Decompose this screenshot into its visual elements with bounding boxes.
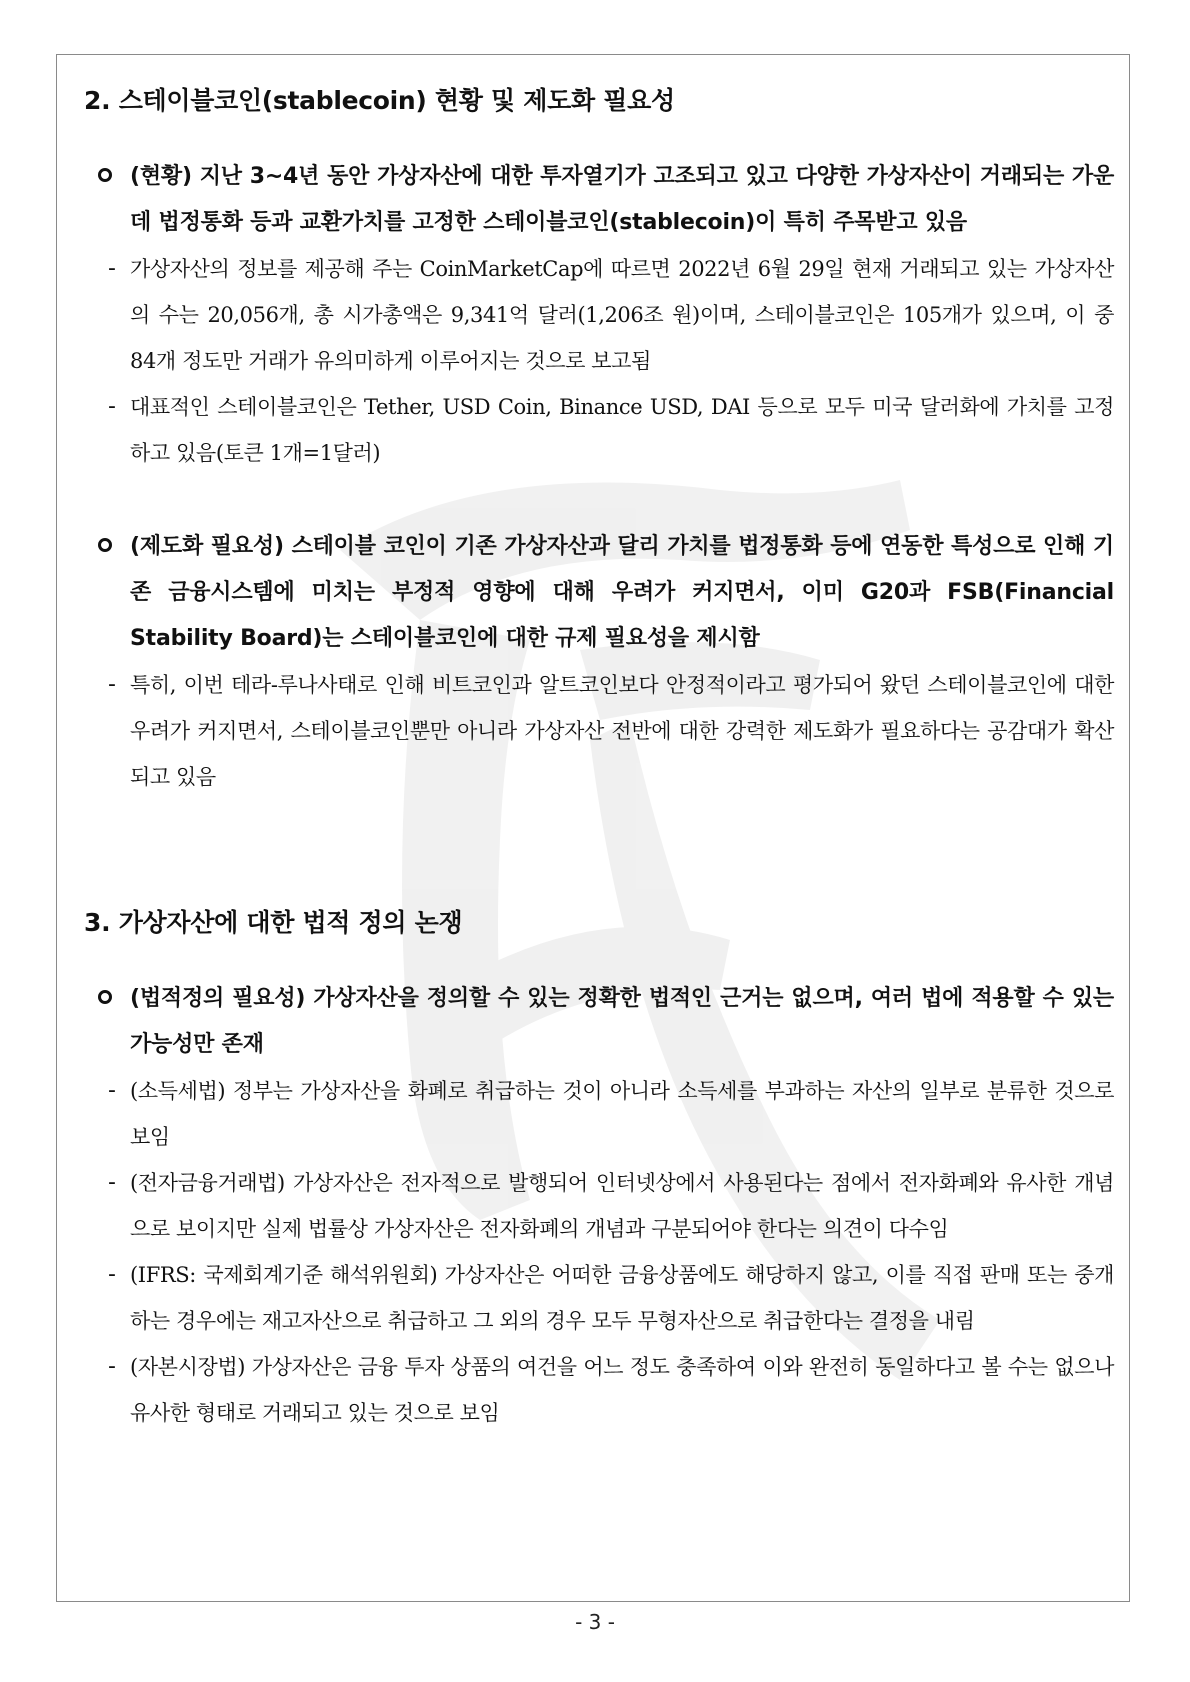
- dash-bullet: -: [108, 394, 116, 419]
- dash-bullet: -: [108, 672, 116, 697]
- dash-bullet: -: [108, 1170, 116, 1195]
- section-2-item-status: [84, 154, 1114, 246]
- item-heading: (제도화 필요성) 스테이블 코인이 기존 가상자산과 달리 가치를 법정통화 등에 연동한 특성으로 인해 기존 금융시스템에 미치는 부정적 영향에 대해 우려가 커지면서, 이미 G20과 FSB(Financial Stability Board)는 스테이블코인에 대한 규제 필요성을 제시함: [130, 534, 1114, 651]
- section-3-title: 3. 가상자산에 대한 법적 정의 논쟁: [84, 908, 463, 937]
- list-item: [84, 1160, 1114, 1252]
- dash-bullet: -: [108, 256, 116, 281]
- page-number: - 3 -: [575, 1610, 615, 1634]
- list-item-text: 가상자산의 정보를 제공해 주는 CoinMarketCap에 따르면 2022년 6월 29일 현재 거래되고 있는 가상자산의 수는 20,056개, 총 시가총액은 9,341억 달러(1,206조 원)이며, 스테이블코인은 105개가 있으며, 이 중 84개 정도만 거래가 유의미하게 이루어지는 것으로 보고됨: [130, 257, 1114, 373]
- circle-bullet-icon: [98, 990, 112, 1004]
- list-item-text: (소득세법) 정부는 가상자산을 화폐로 취급하는 것이 아니라 소득세를 부과하는 자산의 일부로 분류한 것으로 보임: [130, 1079, 1114, 1149]
- list-item: [84, 1252, 1114, 1344]
- item-heading: (법적정의 필요성) 가상자산을 정의할 수 있는 정확한 법적인 근거는 없으며, 여러 법에 적용할 수 있는 가능성만 존재: [130, 986, 1114, 1057]
- circle-bullet-icon: [98, 538, 112, 552]
- list-item: [84, 246, 1114, 384]
- section-3-item-legal-definition: [84, 976, 1114, 1068]
- list-item-text: (자본시장법) 가상자산은 금융 투자 상품의 여건을 어느 정도 충족하여 이와 완전히 동일하다고 볼 수는 없으나 유사한 형태로 거래되고 있는 것으로 보임: [130, 1355, 1114, 1425]
- circle-bullet-icon: [98, 168, 112, 182]
- dash-bullet: -: [108, 1078, 116, 1103]
- dash-bullet: -: [108, 1354, 116, 1379]
- list-item-text: (IFRS: 국제회계기준 해석위원회) 가상자산은 어떠한 금융상품에도 해당하지 않고, 이를 직접 판매 또는 중개하는 경우에는 재고자산으로 취급하고 그 외의 경우 모두 무형자산으로 취급한다는 결정을 내림: [130, 1263, 1114, 1333]
- item-heading: (현황) 지난 3~4년 동안 가상자산에 대한 투자열기가 고조되고 있고 다양한 가상자산이 거래되는 가운데 법정통화 등과 교환가치를 고정한 스테이블코인(stablecoin)이 특히 주목받고 있음: [130, 164, 1114, 235]
- list-item-text: (전자금융거래법) 가상자산은 전자적으로 발행되어 인터넷상에서 사용된다는 점에서 전자화폐와 유사한 개념으로 보이지만 실제 법률상 가상자산은 전자화폐의 개념과 구분되어야 한다는 의견이 다수임: [130, 1171, 1114, 1241]
- section-2-title: 2. 스테이블코인(stablecoin) 현황 및 제도화 필요성: [84, 86, 675, 115]
- document-body: [84, 70, 1114, 1436]
- list-item: [84, 662, 1114, 800]
- list-item: [84, 1068, 1114, 1160]
- list-item-text: 대표적인 스테이블코인은 Tether, USD Coin, Binance USD, DAI 등으로 모두 미국 달러화에 가치를 고정하고 있음(토큰 1개=1달러): [130, 395, 1114, 465]
- list-item-text: 특히, 이번 테라-루나사태로 인해 비트코인과 알트코인보다 안정적이라고 평가되어 왔던 스테이블코인에 대한 우려가 커지면서, 스테이블코인뿐만 아니라 가상자산 전반에 대한 강력한 제도화가 필요하다는 공감대가 확산되고 있음: [130, 673, 1114, 789]
- section-2: [84, 70, 1114, 800]
- section-2-item-institutionalization: [84, 524, 1114, 662]
- section-3: [84, 892, 1114, 1436]
- list-item: [84, 1344, 1114, 1436]
- list-item: [84, 384, 1114, 476]
- dash-bullet: -: [108, 1262, 116, 1287]
